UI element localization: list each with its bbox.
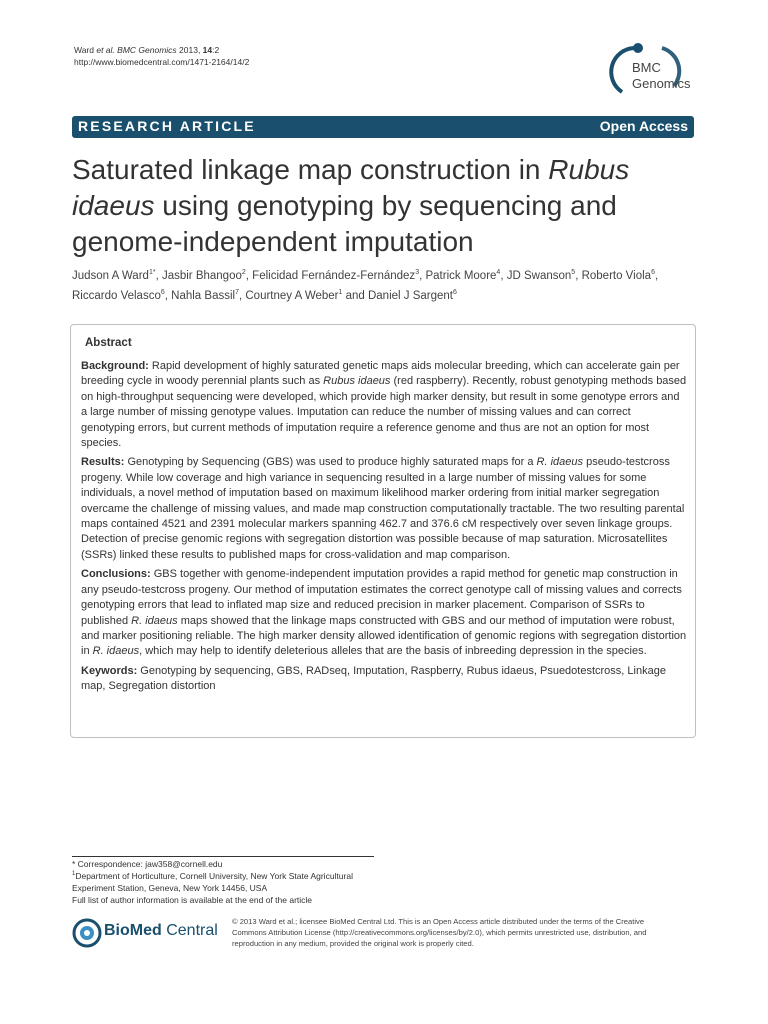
author-affiliation-sup: 5 [571,269,576,276]
author-name: Jasbir Bhangoo [161,270,242,282]
biomed-logo-icon [72,918,102,948]
biomed-central-wordmark [104,922,218,940]
author-name: Felicidad Fernández-Fernández [252,270,416,282]
cite-volume: 14 [202,45,213,55]
article-type-label: RESEARCH ARTICLE [78,118,256,134]
conclusions-italic: R. idaeus [131,614,178,627]
author-name: Patrick Moore [425,270,497,282]
results-text-cont: pseudo-testcross progeny. While low coverage and high variance in sequencing resulted in a large number of missing values for some individuals, a novel method of imputation based on maximum likelihood marker ordering from initial marker segregation overcame the challenge of missing values, and made map construction computationally tractable. The two resulting parental maps contained 4521 and 2391 molecular markers spanning 462.7 and 376.6 cM respectively over seven linkage groups. Detection of precise genomic regions with segregation distortion was possible because of map saturation. Microsatellites (SSRs) linked these results to published maps for cross-validation and map comparison. [81,456,685,561]
author-affiliation-sup: 6 [453,289,457,296]
background-text-cont: (red raspberry). Recently, robust genotyping methods based on high-throughput sequencing were developed, which provide high marker density, but result in some genotype errors and a large number of missing genotype values. Imputation can reduce the number of missing values and can correct genotyping errors, but current methods of imputation require a reference genome and thus are not an option for most species. [81,375,687,450]
full-author-info-note: Full list of author information is available at the end of the article [72,895,313,905]
keywords-text: Genotyping by sequencing, GBS, RADseq, Imputation, Raspberry, Rubus idaeus, Psuedotestcross, Linkage map, Segregation distortion [81,664,666,693]
title-italic-genus: Rubus [548,154,630,185]
abstract-background [81,359,687,451]
author-name: Courtney A Weber [245,290,339,302]
conclusions-label: Conclusions: [81,568,151,581]
abstract-conclusions [81,567,687,659]
bmc-genomics-logo [604,42,704,98]
correspondence[interactable]: * Correspondence: jaw358@cornell.edu [72,859,223,869]
footnote-rule [72,856,374,857]
affiliation [72,870,392,894]
author-affiliation-sup: 1* [148,269,156,276]
author-affiliation-sup: 2 [241,269,246,276]
conclusions-text-end: , which may help to identify deleterious alleles that are the basis of inbreeding depression in the species. [139,645,647,658]
author-name: Riccardo Velasco [72,290,161,302]
background-italic: Rubus idaeus [323,375,391,388]
author-and: and [342,290,368,302]
cite-year: 2013, [176,45,203,55]
conclusions-text-cont: maps showed that the linkage maps constructed with GBS and our method of imputation were robust, and marker positioning reliable. The high marker density allowed identification of genomic regions with segregation distortion in [81,614,687,658]
cite-issue: :2 [212,45,220,55]
author-name: Nahla Bassil [171,290,236,302]
author-name: Roberto Viola [581,270,652,282]
author-list: Judson A Ward$^{1*}$, Jasbir Bhangoo$^2$, Felicidad Fernández-Fernández$^3$, Patrick Moore$^4$, JD Swanson$^5$, Roberto Viola$^6$, Riccardo Velasco$^6$, Nahla Bassil$^7$, Courtney A Weber$^1$ and Daniel J Sargent$^6$ [72,269,659,302]
biomed-central-logo [72,916,222,950]
paper-title [72,152,692,260]
author-affiliation-sup: 6 [651,269,655,276]
title-text-2: using genotyping by sequencing and genome-independent imputation [72,190,617,257]
logo-text-bmc: BMC [632,60,661,75]
author-affiliation-sup: 4 [496,269,501,276]
keywords-label: Keywords: [81,664,138,677]
cite-authors: Ward [74,45,97,55]
wordmark-regular: Central [161,922,218,939]
background-text: Rapid development of highly saturated genetic maps aids molecular breeding, which can accelerate gain per breeding cycle in woody perennial plants such as [81,360,680,388]
license-statement: © 2013 Ward et al.; licensee BioMed Central Ltd. This is an Open Access article distributed under the terms of the Creative Commons Attribution License (http://creativecommons.org/licenses/by/2.0), which permits unrestricted use, distribution, and reproduction in any medium, provided the original work is properly cited. [232,917,647,948]
affiliation-sup: 1 [72,871,76,877]
results-text: Genotyping by Sequencing (GBS) was used to produce highly saturated maps for a [124,456,537,469]
author-affiliation-sup: 3 [415,269,420,276]
author-affiliation-sup: 1 [338,289,343,296]
author-name: Daniel J Sargent [367,290,454,302]
author-affiliation-sup: 7 [235,289,239,296]
abstract-keywords [81,664,687,695]
cite-journal: et al. BMC Genomics [96,45,177,55]
logo-text-genomics: Genomics [632,76,691,91]
citation-line [74,44,249,56]
background-label: Background: [81,360,149,372]
results-italic: R. idaeus [536,456,584,469]
title-italic-species: idaeus [72,190,155,221]
citation-header [74,44,249,68]
abstract-results [81,455,687,563]
abstract-box [70,324,696,738]
open-access-label: Open Access [599,118,688,134]
conclusions-italic-2: R. idaeus [92,645,140,658]
author-name: Judson A Ward [72,270,149,282]
conclusions-text: GBS together with genome-independent imputation provides a rapid method for genetic map construction in any pseudo-testcross progeny. Our method of imputation estimates the correct genotype call of missing values and corrects genotyping errors that lead to inflated map size and reduced precision in marker placement. Comparison of SSRs to published [81,568,682,627]
affiliation-text: Department of Horticulture, Cornell University, New York State Agricultural Experiment Station, Geneva, New York 14456, USA [72,871,353,893]
abstract-body [81,359,687,699]
title-text-1: Saturated linkage map construction in [72,154,549,185]
article-url[interactable]: http://www.biomedcentral.com/1471-2164/14/2 [74,57,250,67]
wordmark-bold: BioMed [104,922,162,939]
results-label: Results: [81,456,125,469]
article-type-banner [72,116,694,138]
abstract-heading: Abstract [85,337,132,349]
author-name: JD Swanson [506,270,572,282]
author-affiliation-sup: 6 [160,289,165,296]
footnotes [72,858,392,906]
